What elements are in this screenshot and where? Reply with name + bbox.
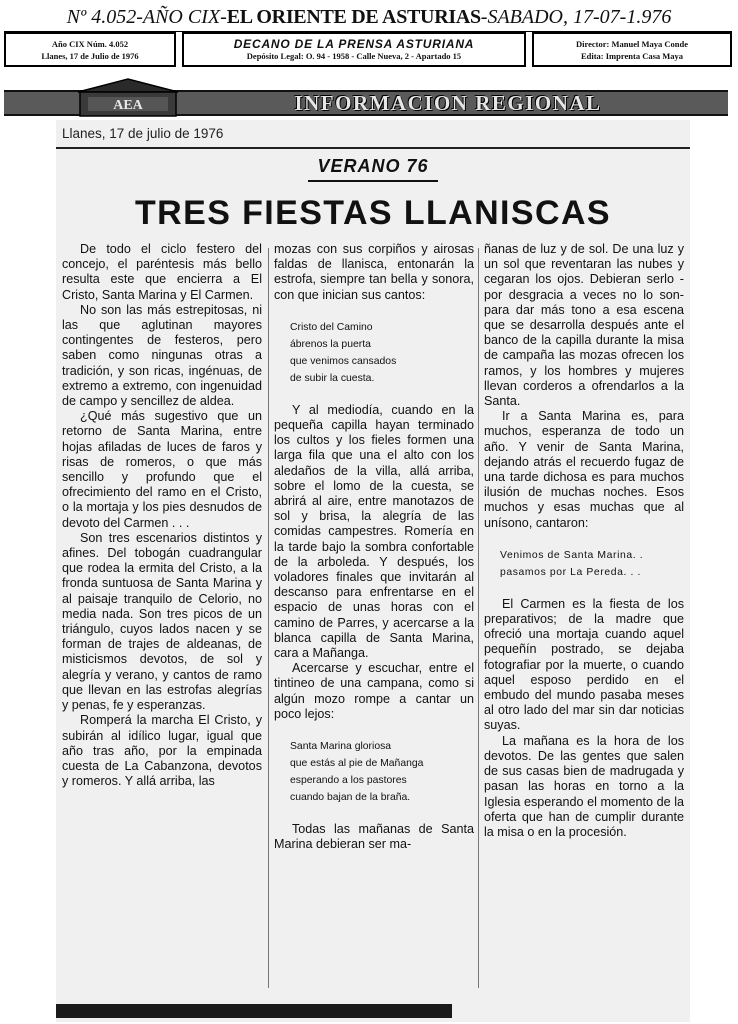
article-dateline: Llanes, 17 de julio de 1976 bbox=[62, 126, 224, 141]
paragraph: La mañana es la hora de los devotos. De las gentes que salen de sus casas bien de madrugada y pasan las horas en torno a la Iglesia esperando el momento de la oferta que han de cumplir durante la misa o en la procesión. bbox=[484, 733, 684, 839]
logo-text: AEA bbox=[113, 98, 143, 113]
place-date-text: Llanes, 17 de Julio de 1976 bbox=[41, 50, 139, 61]
issue-number: Nº 4.052-AÑO CIX- bbox=[66, 6, 227, 28]
section-logo-icon bbox=[68, 76, 188, 120]
paragraph: Y al mediodía, cuando en la pequeña capilla hayan terminado los cultos y los fieles formen una larga fila que una el alto con los aledaños de la villa, allá arriba, sobre el lomo de la cuesta, se abrirá al aire, entre manotazos de sol y brisa, la alegría de las comidas campestres. Romería en la tarde bajo la sombra confortable de la arboleda. Y después, los voladores finales que invitarán al descanso para enfrentarse en el espacio de unas horas con el camino de Parres, y acercarse a la blanca capilla de Santa Marina, cara a Mañanga. bbox=[274, 402, 474, 661]
publication-info-box bbox=[182, 32, 526, 67]
issue-date: -SABADO, 17-07-1.976 bbox=[480, 6, 672, 28]
verse-line: cuando bajan de la braña. bbox=[290, 792, 411, 804]
verse-line: que estás al pie de Mañanga bbox=[290, 758, 424, 770]
newspaper-name: EL ORIENTE DE ASTURIAS bbox=[226, 6, 481, 28]
paragraph: ¿Qué más sugestivo que un retorno de Santa Marina, entre hojas afiladas de luces de faros y risas de romeros, o que más sencillo y profundo que el ofrecimiento del ramo en el Cristo, o la mortaja y los pies desnudos de devoto del Carmen . . . bbox=[62, 409, 262, 530]
verse-line: ábrenos la puerta bbox=[290, 338, 371, 350]
masthead-info-bar bbox=[4, 31, 732, 67]
verse-line: Venimos de Santa Marina. . bbox=[500, 549, 644, 561]
issue-info-box bbox=[4, 32, 176, 67]
verse-block bbox=[290, 738, 474, 806]
year-number-text: Año CIX Núm. 4.052 bbox=[51, 38, 129, 49]
paragraph: No son las más estrepitosas, ni las que aglutinan mayores contingentes de festeros, pero saben como ningunas otras a tradición, y son ricas, ingénuas, de extremo a extremo, con ingenuidad de campo y sencillez de aldea. bbox=[62, 302, 262, 409]
verse-line: esperando a los pastores bbox=[290, 775, 407, 787]
paragraph: ñanas de luz y de sol. De una luz y un sol que reventaran las nubes y cegaran los ojos. Debieran serlo -por desgracia a veces no lo son- para dar más tono a esa escena que se desarrolla después ante el banco de la capilla durante la misa de campaña las mozas ofrecen los ramos, y los hombres y mujeres llevan corderos a ofrendarlos a la Santa. bbox=[484, 242, 684, 409]
verse-block bbox=[290, 319, 474, 387]
newspaper-masthead bbox=[0, 4, 738, 30]
verse-line: Cristo del Camino bbox=[290, 321, 373, 333]
column-divider bbox=[268, 248, 269, 988]
paragraph: Acercarse y escuchar, entre el tintineo de una campana, como si algún mozo rompe a cantar un poco lejos: bbox=[274, 661, 474, 721]
article-column-1 bbox=[62, 242, 262, 789]
column-divider bbox=[478, 248, 479, 988]
article-column-3 bbox=[484, 242, 684, 840]
publisher-text: Edita: Imprenta Casa Maya bbox=[580, 50, 684, 61]
director-text: Director: Manuel Maya Conde bbox=[576, 38, 688, 49]
section-banner bbox=[4, 76, 728, 120]
verse-block bbox=[500, 547, 684, 581]
verse-line: de subir la cuesta. bbox=[290, 372, 375, 384]
top-divider bbox=[56, 147, 690, 149]
verse-line: que venimos cansados bbox=[290, 355, 397, 367]
tagline-text: DECANO DE LA PRENSA ASTURIANA bbox=[233, 36, 475, 51]
paragraph: Ir a Santa Marina es, para muchos, esperanza de todo un año. Y venir de Santa Marina, dejando atrás el recuerdo fugaz de una tarde dichosa es para muchos ilusión de muchas noches. Esos muchos y esas muchas que al unísono, cantaron: bbox=[484, 409, 684, 530]
paragraph: mozas con sus corpiños y airosas faldas de llanisca, entonarán la estrofa, siempre tan bella y sonora, con que inician sus cantos: bbox=[274, 242, 474, 302]
section-title: INFORMACION REGIONAL bbox=[294, 91, 602, 115]
article-column-2 bbox=[274, 242, 474, 852]
article-clipping bbox=[56, 120, 690, 1022]
clipping-bottom-bar bbox=[56, 1004, 452, 1018]
paragraph: Romperá la marcha El Cristo, y subirán al idílico lugar, igual que año tras año, por la empinada cuesta de La Cabanzona, devotos y romeros. Y allá arriba, las bbox=[62, 713, 262, 789]
paragraph: Son tres escenarios distintos y afines. Del tobogán cuadrangular que rodea la ermita del Cristo, a la fronda suntuosa de Santa Marina y al paisaje tranquilo de Celorio, no media nada. Son tres picos de un triángulo, cuyos lados nacen y se forman de trajes de aldeanas, de misticismos devotos, de sol y alegría y verano, y cantos de ramo que llevan en las estrofas alegrías y penas, fe y esperanzas. bbox=[62, 530, 262, 713]
verse-line: pasamos por La Pereda. . . bbox=[500, 566, 641, 578]
paragraph: De todo el ciclo festero del concejo, el paréntesis más bello resulta este que encierra a El Cristo, Santa Marina y El Carmen. bbox=[62, 242, 262, 302]
article-headline: TRES FIESTAS LLANISCAS bbox=[135, 194, 611, 232]
paragraph: Todas las mañanas de Santa Marina debieran ser ma- bbox=[274, 822, 474, 852]
article-kicker: VERANO 76 bbox=[317, 156, 429, 176]
verse-line: Santa Marina gloriosa bbox=[290, 741, 392, 753]
legal-deposit-text: Depósito Legal: O. 94 - 1958 - Calle Nueva, 2 - Apartado 15 bbox=[246, 50, 462, 61]
editorial-info-box bbox=[532, 32, 732, 67]
paragraph: El Carmen es la fiesta de los preparativos; de la madre que ofreció una mortaja cuando aquel pequeñín postrado, se dejaba fotografiar por la muerte, o cuando aquel esposo perdido en el embudo del mundo pasaba meses al otro lado del mar sin dar noticias suyas. bbox=[484, 596, 684, 733]
kicker-underline bbox=[308, 180, 438, 182]
